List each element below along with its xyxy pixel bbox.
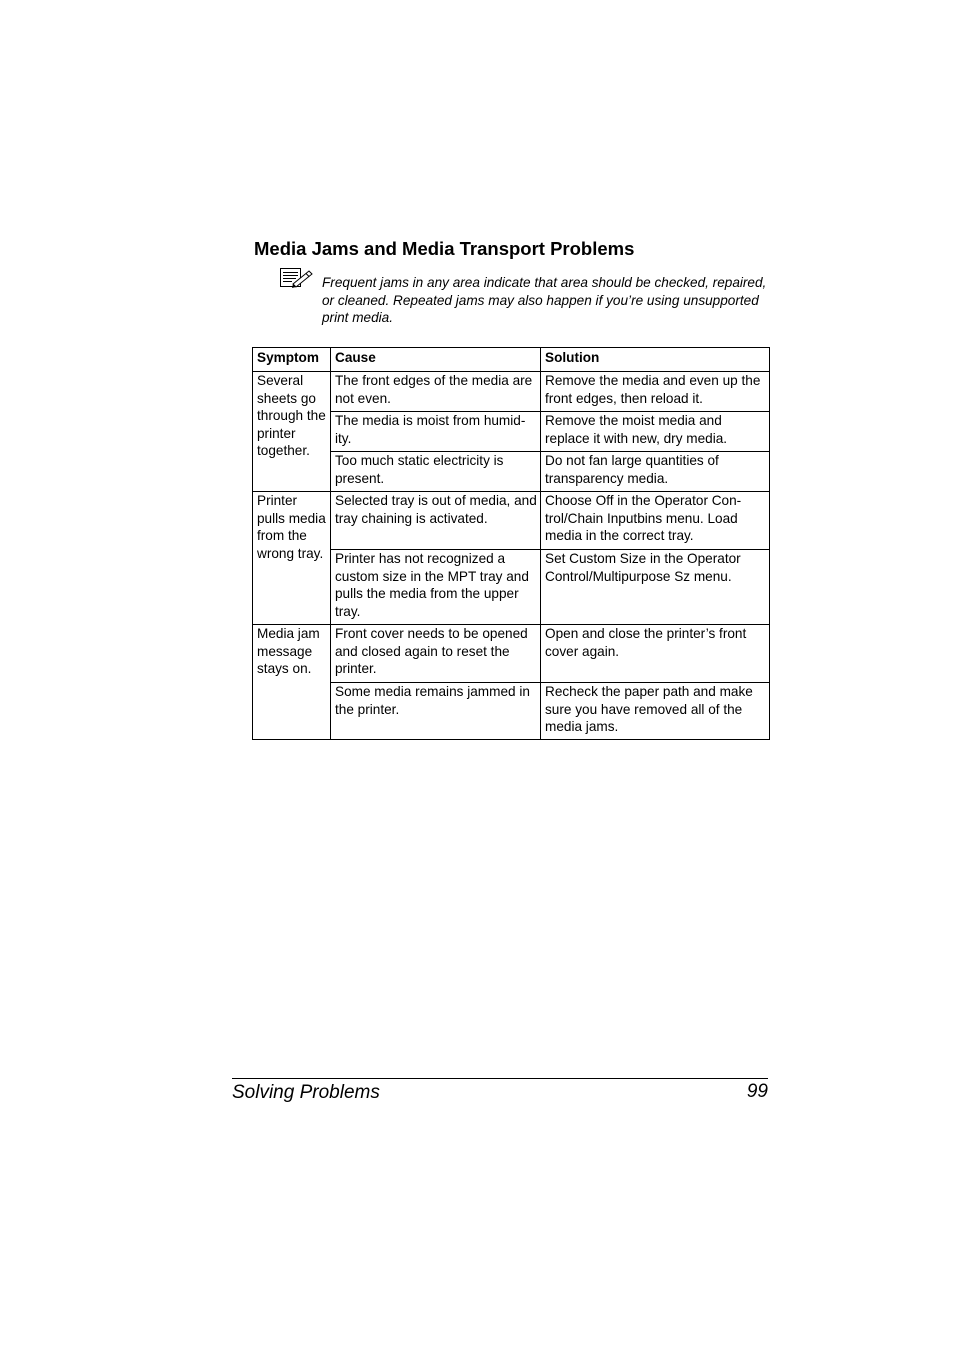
table-row: [253, 412, 770, 452]
cause-cell: Front cover needs to be opened and closed again to reset the printer.: [331, 625, 541, 683]
symptom-cell: Printer pulls media from the wrong tray.: [253, 492, 331, 625]
table-row: [253, 625, 770, 683]
symptom-cell: Media jam message stays on.: [253, 625, 331, 740]
solution-cell: Do not fan large quantities of transparency media.: [541, 452, 770, 492]
solution-cell: Remove the media and even up the front edges, then reload it.: [541, 372, 770, 412]
footer-rule: [232, 1078, 768, 1079]
solution-cell: Remove the moist media and replace it with new, dry media.: [541, 412, 770, 452]
solution-cell: Set Custom Size in the Operator Control/Multipurpose Sz menu.: [541, 550, 770, 625]
cause-cell: Too much static electricity is present.: [331, 452, 541, 492]
note-text: Frequent jams in any area indicate that area should be checked, repaired, or cleaned. Repeated jams may also happen if you’re using unsupported print media.: [322, 275, 767, 326]
table-row: [253, 372, 770, 412]
cause-cell: Printer has not recognized a custom size in the MPT tray and pulls the media from the upper tray.: [331, 550, 541, 625]
footer-title: Solving Problems: [232, 1082, 380, 1103]
table-row: [253, 452, 770, 492]
troubleshooting-table: [252, 347, 770, 740]
symptom-cell: Several sheets go through the printer together.: [253, 372, 331, 492]
solution-cell: Recheck the paper path and make sure you have removed all of the media jams.: [541, 683, 770, 740]
cause-cell: The front edges of the media are not even.: [331, 372, 541, 412]
section-title: Media Jams and Media Transport Problems: [254, 238, 635, 259]
solution-cell: Choose Off in the Operator Con-trol/Chain Inputbins menu. Load media in the correct tray.: [541, 492, 770, 550]
note-pencil-icon: [278, 266, 314, 290]
header-cause: Cause: [331, 348, 541, 372]
header-solution: Solution: [541, 348, 770, 372]
table-header-row: [253, 348, 770, 372]
cause-cell: Selected tray is out of media, and tray chaining is activated.: [331, 492, 541, 550]
table-row: [253, 492, 770, 550]
page-number: 99: [746, 1081, 768, 1102]
cause-cell: The media is moist from humid-ity.: [331, 412, 541, 452]
table-row: [253, 683, 770, 740]
solution-cell: Open and close the printer’s front cover again.: [541, 625, 770, 683]
header-symptom: Symptom: [253, 348, 331, 372]
table-row: [253, 550, 770, 625]
cause-cell: Some media remains jammed in the printer.: [331, 683, 541, 740]
